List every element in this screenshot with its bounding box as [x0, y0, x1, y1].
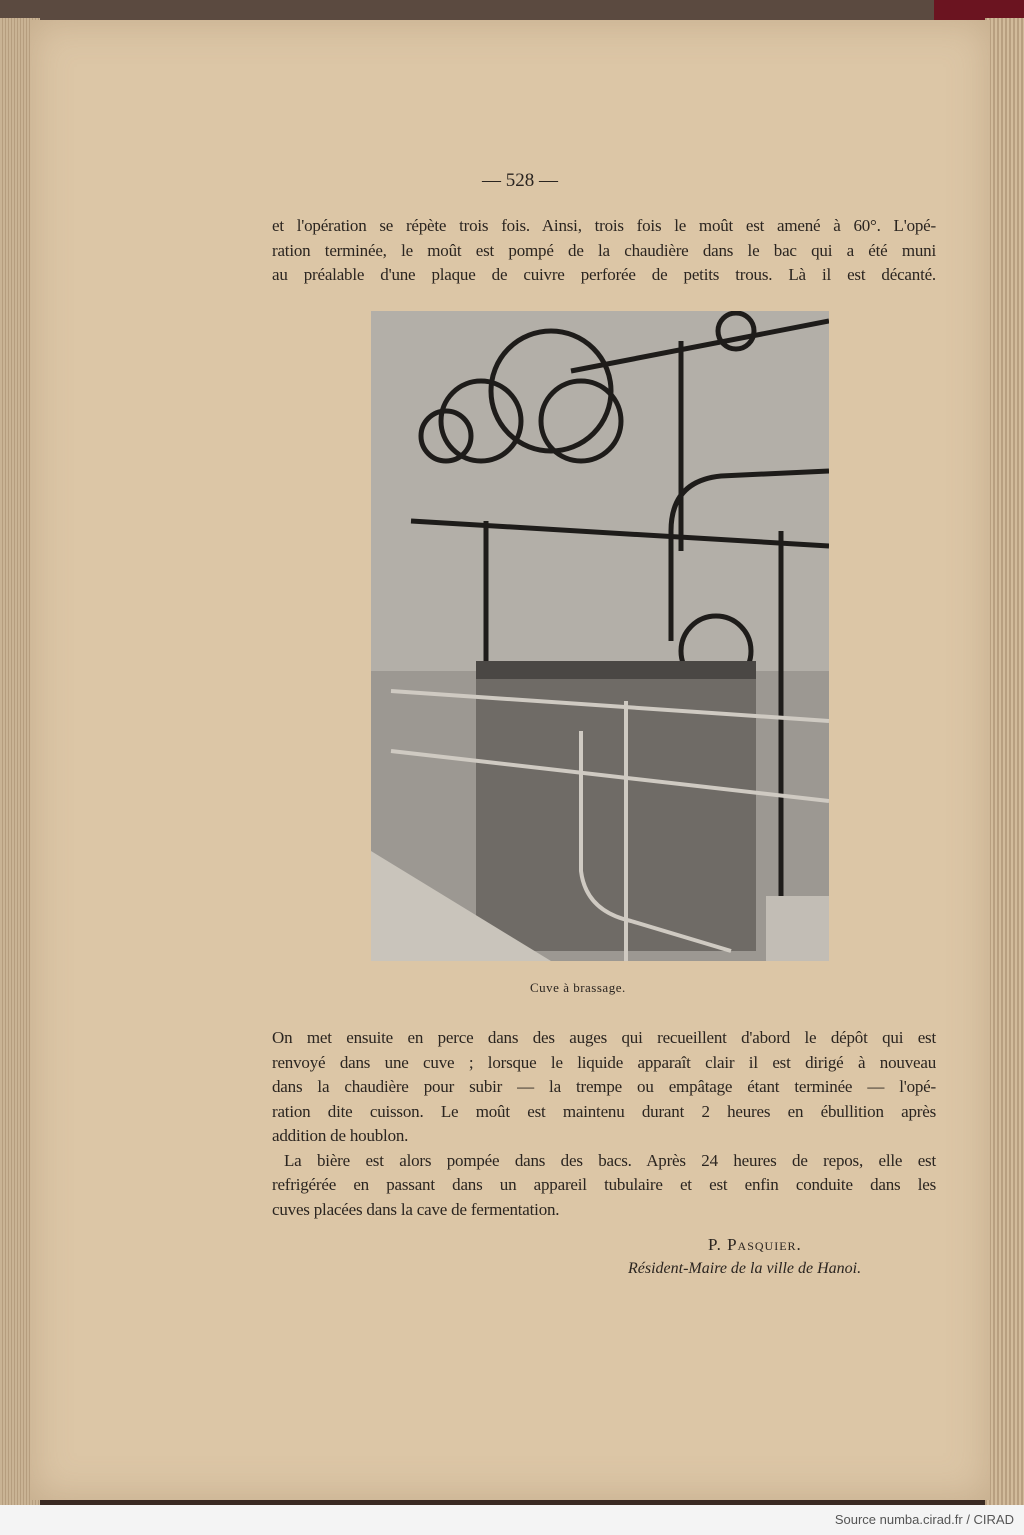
text-line: renvoyé dans une cuve ; lorsque le liquide apparaît clair il est dirigé à nouveau — [272, 1052, 936, 1072]
text-line: et l'opération se répète trois fois. Ainsi, trois fois le moût est amené à 60°. L'opé- — [272, 216, 936, 235]
text-line: ration dite cuisson. Le moût est maintenu durant 2 heures en ébullition après — [272, 1101, 936, 1121]
text-line: au préalable d'une plaque de cuivre perforée de petits trous. Là il est décanté. — [272, 265, 936, 284]
signature-initial: P. — [708, 1235, 722, 1254]
figure-photo-brewing-vat — [371, 311, 829, 961]
text-line: addition de houblon. — [272, 1126, 409, 1145]
text-line: refrigérée en passant dans un appareil tubulaire et est enfin conduite dans les — [272, 1175, 936, 1194]
right-page-stack — [985, 18, 1024, 1508]
scan-top-edge — [0, 0, 1024, 22]
source-credit: Source numba.cirad.fr / CIRAD — [834, 1512, 1014, 1527]
text-line: On met ensuite en perce dans des auges qui recueillent d'abord le dépôt qui est — [272, 1028, 936, 1047]
figure-caption: Cuve à brassage. — [530, 980, 626, 995]
paragraph-top — [272, 214, 936, 288]
text-line: ration terminée, le moût est pompé de la chaudière dans le bac qui a été muni — [272, 240, 936, 260]
signature — [708, 1235, 802, 1255]
signature-name: Pasquier. — [727, 1235, 802, 1254]
text-line: cuves placées dans la cave de fermentation. — [272, 1199, 560, 1219]
author-title: Résident-Maire de la ville de Hanoi. — [628, 1260, 862, 1277]
page-number: — 528 — — [482, 170, 558, 191]
text-line: La bière est alors pompée dans des bacs. Après 24 heures de repos, elle est — [284, 1150, 936, 1170]
text-line: dans la chaudière pour subir — la trempe ou empâtage étant terminée — l'opé- — [272, 1077, 936, 1096]
paragraph-middle — [272, 1026, 936, 1222]
